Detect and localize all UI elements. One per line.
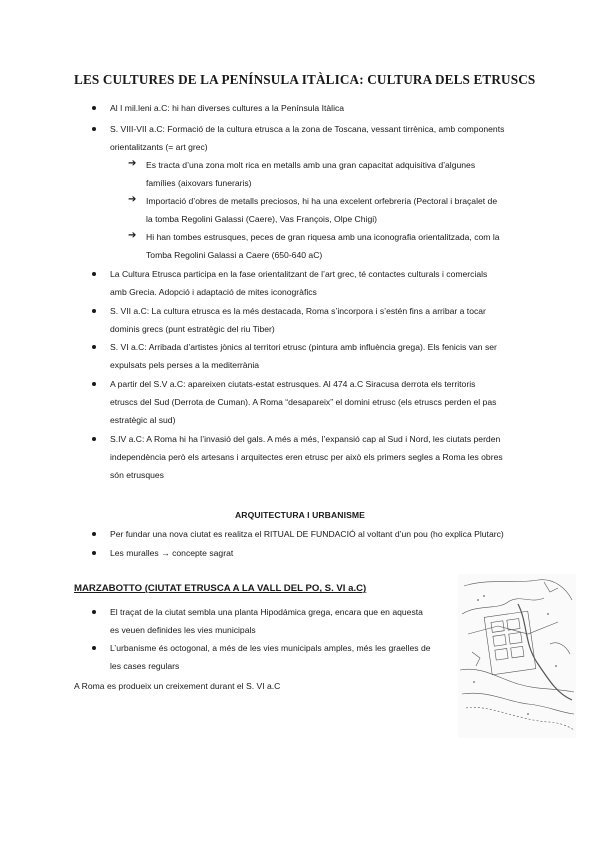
sub-list-item — [146, 192, 526, 228]
list-item-line: Les muralles → concepte sagrat — [110, 548, 234, 558]
list-item-line: S. VIII-VII a.C: Formació de la cultura etrusca a la zona de Toscana, vessant tirrènica, amb components — [110, 124, 505, 134]
list-item-line: expulsats pels perses a la mediterrània — [110, 360, 260, 370]
list-item-line: són etrusques — [110, 470, 164, 480]
list-item-line: Hi han tombes estrusques, peces de gran riquesa amb una iconografia orientalitzada, com la — [146, 232, 500, 242]
list-item-line: La Cultura Etrusca participa en la fase orientalitzant de l’art grec, té contactes culturals i comercials — [110, 269, 488, 279]
list-item-line: L’urbanisme és octogonal, a més de les vies municipals amples, més les graelles de — [110, 643, 431, 653]
list-item-line: independència però els artesans i arquitectes eren etrusc per això els primers segles a Roma les obres — [110, 452, 503, 462]
list-item — [110, 375, 526, 429]
bullet-dot — [92, 610, 96, 614]
arrow-icon: ➔ — [128, 230, 137, 241]
bullet-dot — [92, 272, 96, 276]
page-title: LES CULTURES DE LA PENÍNSULA ITÀLICA: CULTURA DELS ETRUSCS — [74, 72, 536, 87]
list-item — [110, 302, 526, 338]
city-plan-drawing — [458, 574, 576, 738]
list-item-line: S. VI a.C: Arribada d’artistes jònics al territori etrusc (pintura amb influència grega). Els fenicis van ser — [110, 342, 497, 352]
sub-list-item — [146, 156, 526, 192]
list-item — [110, 544, 526, 562]
list-item-line: Tomba Regolini Galassi a Caere (650-640 aC) — [146, 250, 323, 260]
list-item-line: estratègic al sud) — [110, 415, 176, 425]
bullet-dot — [92, 532, 96, 536]
section-subheading: ARQUITECTURA I URBANISME — [234, 510, 366, 520]
list-item-line: etruscs del Sud (Derrota de Cuman). A Roma “desapareix” el domini etrusc (els etruscs perden el pas — [110, 397, 497, 407]
bullet-dot — [92, 382, 96, 386]
section-heading: MARZABOTTO (CIUTAT ETRUSCA A LA VALL DEL PO, S. VI a.C) — [74, 583, 367, 594]
list-item — [110, 603, 450, 639]
list-item-line: A partir del S.V a.C: apareixen ciutats-estat estrusques. Al 474 a.C Siracusa derrota els territoris — [110, 379, 476, 389]
list-item — [110, 120, 526, 156]
list-item-line: es veuen definides les vies municipals — [110, 625, 256, 635]
bullet-dot — [92, 551, 96, 555]
closing-paragraph: A Roma es produeix un creixement durant el S. VI a.C — [74, 681, 281, 691]
list-item-line: Per fundar una nova ciutat es realitza el RITUAL DE FUNDACIÓ al voltant d’un pou (ho explica Plutarc) — [110, 529, 504, 539]
bullet-dot — [92, 437, 96, 441]
bullet-dot — [92, 127, 96, 131]
list-item-line: S.IV a.C: A Roma hi ha l’invasió del gals. A més a més, l’expansió cap al Sud i Nord, les ciutats perden — [110, 434, 501, 444]
list-item-line: les cases regulars — [110, 661, 180, 671]
list-item-line: orientalitzants (= art grec) — [110, 142, 208, 152]
list-item — [110, 338, 526, 374]
sub-list-item — [146, 228, 526, 264]
list-item-line: la tomba Regolini Galassi (Caere), Vas François, Olpe Chigi) — [146, 214, 378, 224]
arrow-icon: ➔ — [128, 158, 137, 169]
list-item-line: Es tracta d’una zona molt rica en metalls amb una gran capacitat adquisitiva d’algunes — [146, 160, 476, 170]
list-item — [110, 99, 526, 117]
arrow-icon: ➔ — [128, 194, 137, 205]
list-item — [110, 430, 526, 484]
list-item — [110, 639, 450, 675]
list-item-line: dominis grecs (punt estratègic del riu Tiber) — [110, 324, 275, 334]
list-item-line: Al I mil.leni a.C: hi han diverses cultures a la Península Itàlica — [110, 103, 345, 113]
bullet-dot — [92, 646, 96, 650]
list-item-line: amb Grecia. Adopció i adaptació de mites iconogràfics — [110, 287, 317, 297]
list-item — [110, 525, 526, 543]
bullet-dot — [92, 309, 96, 313]
list-item-line: famílies (aixovars funeraris) — [146, 178, 252, 188]
list-item-line: Importació d’obres de metalls preciosos, hi ha una excelent orfebreria (Pectoral i braçalet de — [146, 196, 498, 206]
list-item — [110, 265, 526, 301]
list-item-line: El traçat de la ciutat sembla una planta Hipodámica grega, encara que en aquesta — [110, 607, 423, 617]
bullet-dot — [92, 106, 96, 110]
bullet-dot — [92, 345, 96, 349]
list-item-line: S. VII a.C: La cultura etrusca es la més destacada, Roma s’incorpora i s’estén fins a arribar a tocar — [110, 306, 486, 316]
city-plan-image — [458, 574, 576, 738]
